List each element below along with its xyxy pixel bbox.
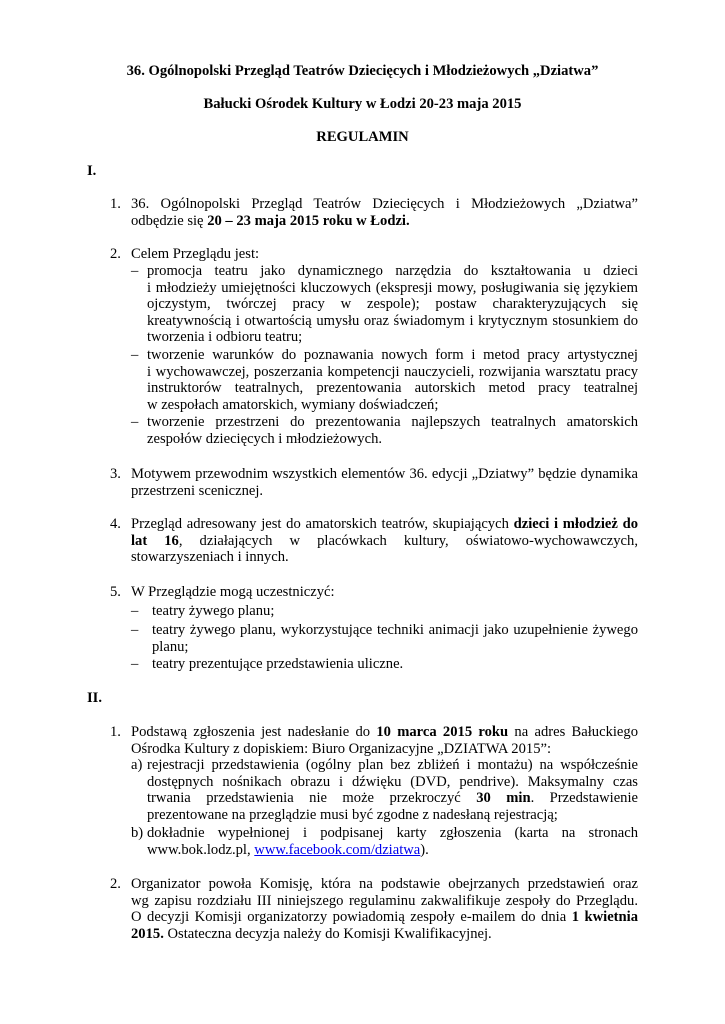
list-item: promocja teatru jako dynamicznego narzędzia do kształtowania u dzieci i młodzieży umiejętności kluczowych (ekspresji mowy, posługiwania się językiem ojczystym, twórczej pracy w zespole); postaw charakteryzujących się kreatywnością i otwartością umysłu oraz świadomym i krytycznym stosunkiem do tworzenia i odbioru teatru;: [147, 263, 638, 346]
paragraph-1-2-intro: Celem Przeglądu jest:: [131, 246, 260, 262]
facebook-link[interactable]: www.facebook.com/dziatwa: [254, 841, 421, 858]
list-item: tworzenie warunków do poznawania nowych form i metod pracy artystycznej i wychowawczej, poszerzania kompetencji nauczycieli, rozwijania warsztatu pracy instruktorów teatralnych, prezentowania autorskich metod pracy teatralnej w zespołach amatorskich, wymiany doświadczeń;: [147, 347, 638, 413]
list-label-b: b): [131, 825, 144, 841]
paragraph-number: 1.: [110, 724, 121, 740]
list-label-a: a): [131, 757, 143, 773]
paragraph-number: 2.: [110, 876, 121, 892]
paragraph-number: 5.: [110, 584, 121, 600]
section-marker-1: I.: [87, 163, 97, 179]
paragraph-1-4: Przegląd adresowany jest do amatorskich teatrów, skupiających dzieci i młodzież do lat 16, działających w placówkach kultury, oświatowo-wychowawczych, stowarzyszeniach i innych.: [131, 516, 638, 566]
dash-bullet: –: [131, 347, 139, 363]
paragraph-2-1: Podstawą zgłoszenia jest nadesłanie do 10 marca 2015 roku na adres Bałuckiego Ośrodka Kultury z dopiskiem: Biuro Organizacyjne „DZIATWA 2015”:: [131, 724, 638, 757]
paragraph-number: 1.: [110, 196, 121, 212]
paragraph-1-3: Motywem przewodnim wszystkich elementów 36. edycji „Dziatwy” będzie dynamika przestrzeni scenicznej.: [131, 466, 638, 499]
paragraph-2-2: Organizator powoła Komisję, która na podstawie obejrzanych przedstawień oraz wg zapisu rozdziału III niniejszego regulaminu zakwalifikuje zespoły do Przeglądu. O decyzji Komisji organizatorzy powiadomią zespoły e-mailem do dnia 1 kwietnia 2015. Ostateczna decyzja należy do Komisji Kwalifikacyjnej.: [131, 876, 638, 942]
paragraph-number: 2.: [110, 246, 121, 262]
dash-bullet: –: [131, 622, 139, 638]
dash-bullet: –: [131, 263, 139, 279]
section-marker-2: II.: [87, 690, 103, 706]
list-item: tworzenie przestrzeni do prezentowania najlepszych teatralnych amatorskich zespołów dziecięcych i młodzieżowych.: [147, 414, 638, 447]
list-item-a: rejestracji przedstawienia (ogólny plan bez zbliżeń i montażu) na współcześnie dostępnych nośnikach obrazu i dźwięku (DVD, pendrive). Maksymalny czas trwania przedstawienia nie może przekroczyć 30 min. Przedstawienie prezentowane na przeglądzie musi być zgodne z nadesłaną rejestracją;: [147, 757, 639, 823]
dash-bullet: –: [131, 603, 139, 619]
paragraph-number: 4.: [110, 516, 121, 532]
paragraph-number: 3.: [110, 466, 121, 482]
paragraph-1-1: 36. Ogólnopolski Przegląd Teatrów Dziecięcych i Młodzieżowych „Dziatwa” odbędzie się 20 – 23 maja 2015 roku w Łodzi.: [131, 196, 638, 229]
list-item: teatry prezentujące przedstawienia uliczne.: [152, 656, 404, 672]
paragraph-1-5-intro: W Przeglądzie mogą uczestniczyć:: [131, 584, 335, 600]
document-subtitle: Bałucki Ośrodek Kultury w Łodzi 20-23 maja 2015: [203, 96, 522, 112]
list-item-b: dokładnie wypełnionej i podpisanej karty zgłoszenia (karta na stronach www.bok.lodz.pl, www.facebook.com/dziatwa).: [147, 825, 638, 858]
dash-bullet: –: [131, 414, 139, 430]
list-item: teatry żywego planu, wykorzystujące techniki animacji jako uzupełnienie żywego planu;: [152, 622, 638, 655]
document-type-heading: REGULAMIN: [316, 129, 409, 145]
document-title: 36. Ogólnopolski Przegląd Teatrów Dziecięcych i Młodzieżowych „Dziatwa”: [126, 63, 599, 79]
list-item: teatry żywego planu;: [152, 603, 275, 619]
dash-bullet: –: [131, 656, 139, 672]
